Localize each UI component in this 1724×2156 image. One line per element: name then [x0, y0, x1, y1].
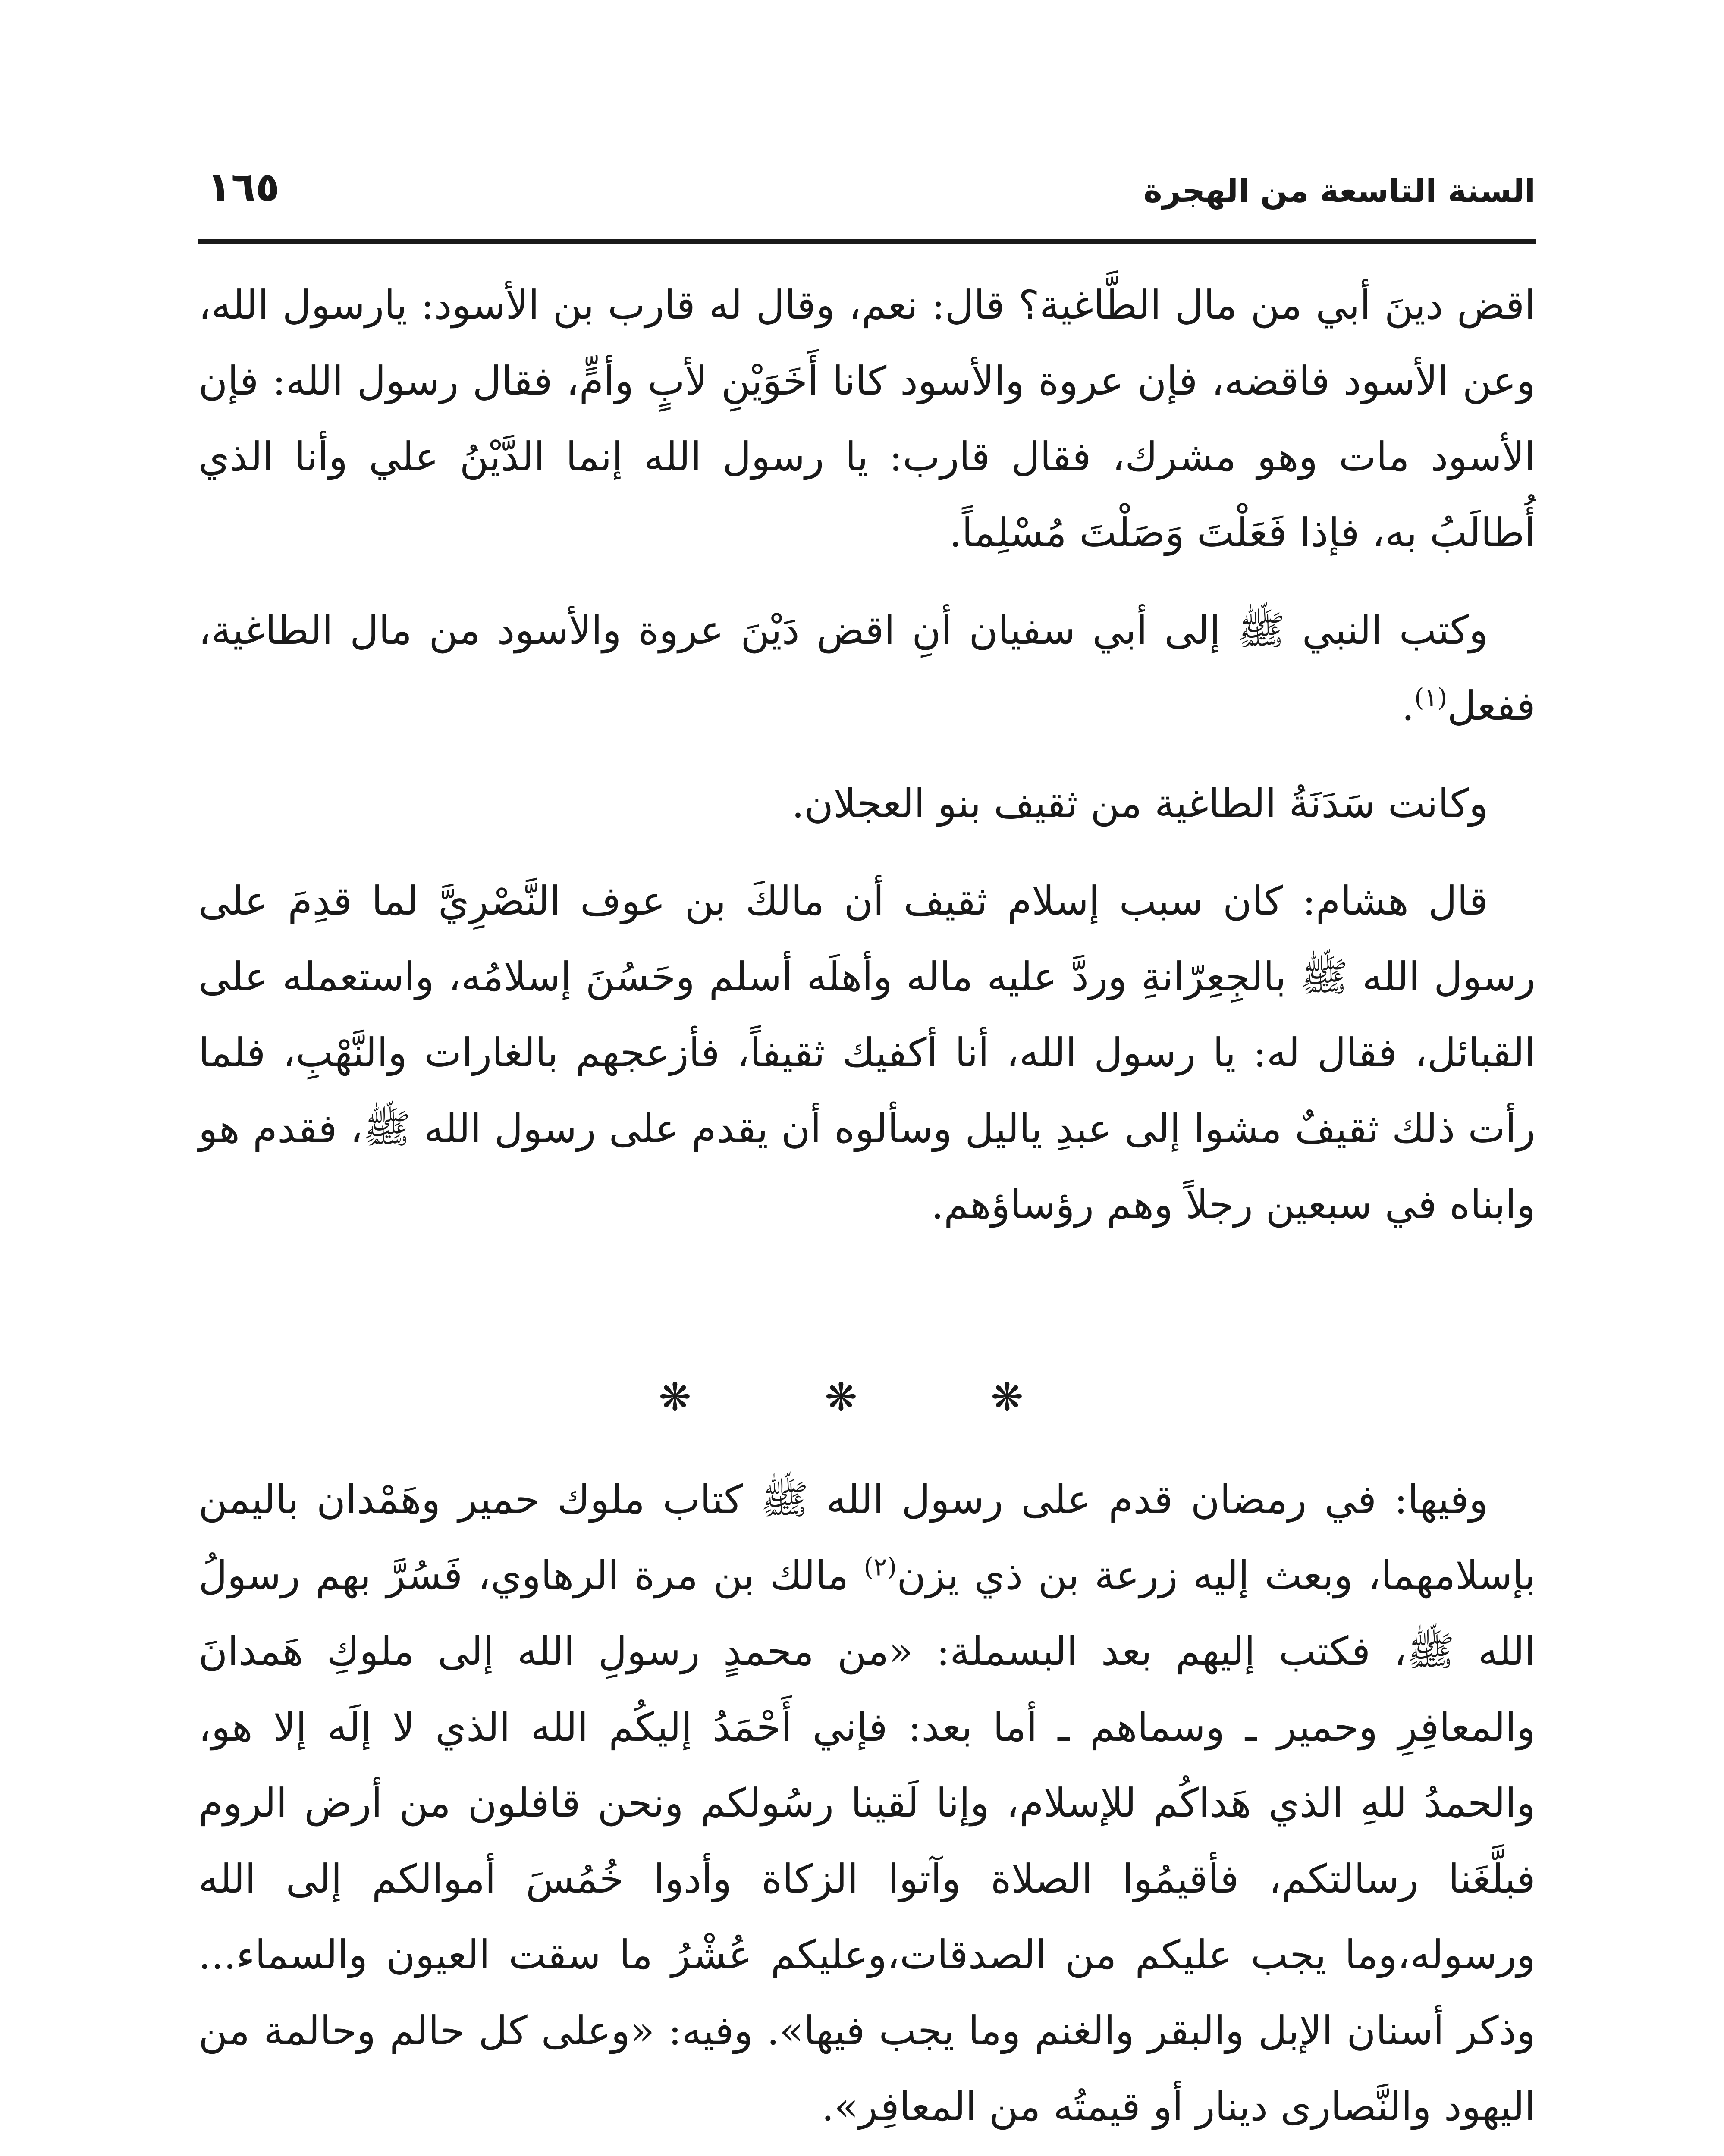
footnote-ref-1: (١) [1414, 683, 1448, 712]
paragraph-5-rest: مالك بن مرة الرهاوي، فَسُرَّ بهم رسولُ الله ﷺ، فكتب إليهم بعد البسملة: «من محمدٍ رسولِ الله إلى ملوكِ هَمدانَ والمعافِرِ وحمير ـ وسماهم ـ أما بعد: فإني أَحْمَدُ إليكُم الله الذي لا إلَه إلا هو، والحمدُ للهِ الذي هَداكُم للإسلام، وإنا لَقينا رسُولكم ونحن قافلون من أرض الروم فبلَّغَنا رسالتكم، فأقيمُوا الصلاة وآتوا الزكاة وأدوا خُمُسَ أموالكم إلى الله ورسوله،وما يجب عليكم من الصدقات،وعليكم عُشْرُ ما سقت العيون والسماء... وذكر أسنان الإبل والبقر والغنم وما يجب فيها». وفيه: «وعلى كل حالم وحالمة من اليهود والنَّصارى دينار أو قيمتُه من المعافِر». [198, 1552, 1536, 2130]
main-text [198, 267, 1536, 1264]
asterism-icon: ❋ [991, 1374, 1024, 1420]
page-number: ١٦٥ [207, 164, 280, 210]
asterism-icon: ❋ [825, 1374, 857, 1420]
running-title: السنة التاسعة من الهجرة [1143, 172, 1536, 210]
main-text-section-2 [198, 1462, 1536, 2145]
paragraph-2-end: . [1401, 683, 1414, 729]
paragraph-1: اقض دينَ أبي من مال الطَّاغية؟ قال: نعم، وقال له قارب بن الأسود: يارسول الله، وعن الأسود فاقضه، فإن عروة والأسود كانا أَخَوَيْنِ لأبٍ وأمٍّ، فقال رسول الله: فإن الأسود مات وهو مشرك، فقال قارب: يا رسول الله إنما الدَّيْنُ علي وأنا الذي أُطالَبُ به، فإذا فَعَلْتَ وَصَلْتَ مُسْلِماً. [198, 282, 1536, 556]
paragraph-4: قال هشام: كان سبب إسلام ثقيف أن مالكَ بن عوف النَّصْرِيَّ لما قدِمَ على رسول الله ﷺ بالجِعِرّانةِ وردَّ عليه ماله وأهلَه أسلم وحَسُنَ إسلامُه، واستعمله على القبائل، فقال له: يا رسول الله، أنا أكفيك ثقيفاً، فأزعجهم بالغارات والنَّهْبِ، فلما رأت ذلك ثقيفٌ مشوا إلى عبدِ ياليل وسألوه أن يقدم على رسول الله ﷺ، فقدم هو وابناه في سبعين رجلاً وهم رؤساؤهم. [198, 878, 1536, 1228]
paragraph-2-text: وكتب النبي ﷺ إلى أبي سفيان أنِ اقض دَيْنَ عروة والأسود من مال الطاغية، ففعل [198, 607, 1536, 729]
paragraph-3: وكانت سَدَنَةُ الطاغية من ثقيف بنو العجلان. [791, 780, 1488, 827]
paragraph-5-start: وفيها: في رمضان قدم على رسول الله ﷺ كتاب ملوك حمير وهَمْدان باليمن بإسلامهما، وبعث إليه زرعة بن ذي يزن [198, 1476, 1536, 1598]
paragraph-5 [198, 1462, 1536, 2145]
asterism-icon: ❋ [659, 1374, 691, 1420]
section-separator [647, 1367, 1035, 1427]
header-divider [198, 239, 1536, 244]
paragraph-2 [198, 592, 1536, 744]
page-header [198, 160, 1536, 229]
footnote-ref-2: (٢) [864, 1552, 897, 1582]
